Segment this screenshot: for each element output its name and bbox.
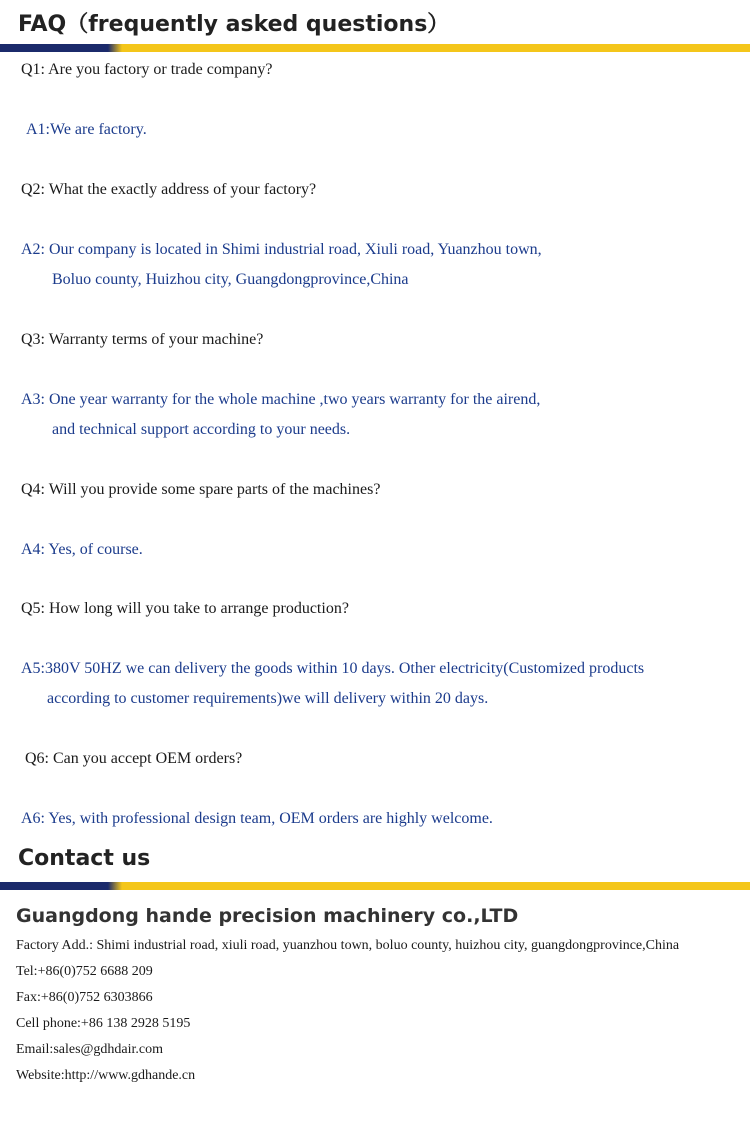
- faq-answer-4: A4: Yes, of course.: [21, 541, 143, 558]
- fax: Fax:+86(0)752 6303866: [16, 990, 153, 1005]
- website: Website:http://www.gdhande.cn: [16, 1068, 196, 1083]
- faq-answer-6: A6: Yes, with professional design team, OEM orders are highly welcome.: [21, 810, 493, 827]
- faq-question-1: Q1: Are you factory or trade company?: [21, 61, 273, 78]
- cell-phone: Cell phone:+86 138 2928 5195: [16, 1016, 191, 1031]
- faq-answer-1: A1:We are factory.: [26, 121, 147, 138]
- faq-divider-bar: [0, 44, 750, 52]
- faq-answer-2-line-1: A2: Our company is located in Shimi industrial road, Xiuli road, Yuanzhou town,: [21, 241, 542, 258]
- faq-heading: FAQ（frequently asked questions）: [18, 12, 450, 37]
- telephone: Tel:+86(0)752 6688 209: [16, 964, 153, 979]
- faq-question-2: Q2: What the exactly address of your factory?: [21, 181, 317, 198]
- email: Email:sales@gdhdair.com: [16, 1042, 164, 1057]
- faq-answer-3-line-1: A3: One year warranty for the whole machine ,two years warranty for the airend,: [21, 391, 541, 408]
- faq-question-6: Q6: Can you accept OEM orders?: [25, 750, 243, 767]
- faq-answer-2-line-2: Boluo county, Huizhou city, Guangdongprovince,China: [52, 271, 409, 288]
- company-name: Guangdong hande precision machinery co.,LTD: [16, 905, 519, 927]
- contact-divider-bar: [0, 882, 750, 890]
- faq-answer-5-line-2: according to customer requirements)we will delivery within 20 days.: [47, 690, 489, 707]
- faq-question-5: Q5: How long will you take to arrange production?: [21, 600, 349, 617]
- contact-heading: Contact us: [18, 846, 151, 871]
- faq-answer-5-line-1: A5:380V 50HZ we can delivery the goods within 10 days. Other electricity(Customized products: [21, 660, 645, 677]
- faq-question-4: Q4: Will you provide some spare parts of the machines?: [21, 481, 381, 498]
- factory-address: Factory Add.: Shimi industrial road, xiuli road, yuanzhou town, boluo county, huizhou city, guangdongprovince,China: [16, 938, 680, 953]
- faq-question-3: Q3: Warranty terms of your machine?: [21, 331, 264, 348]
- faq-answer-3-line-2: and technical support according to your needs.: [52, 421, 351, 438]
